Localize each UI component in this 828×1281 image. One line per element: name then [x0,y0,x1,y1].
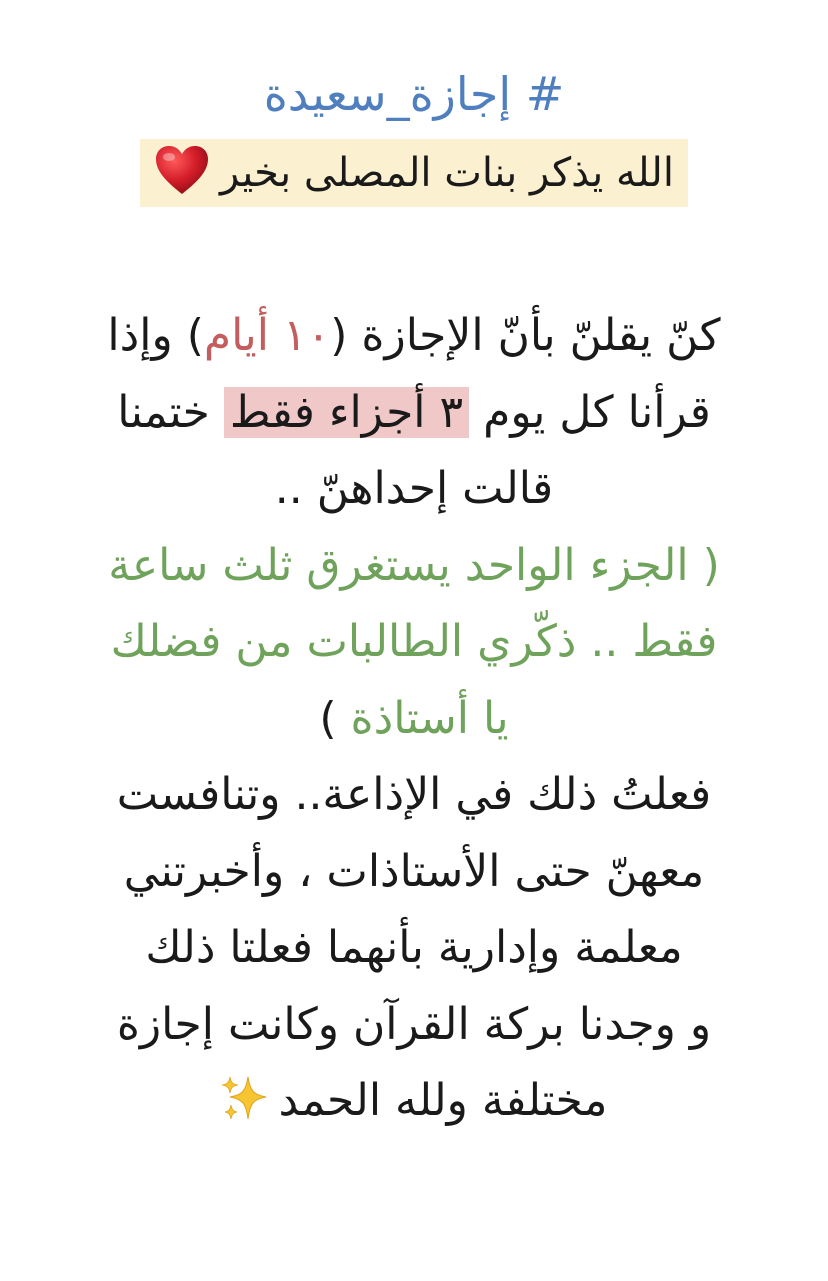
story-line-5: فقط .. ذكّري الطالبات من فضلك [110,616,718,667]
line-2-start: قرأنا كل يوم [483,386,711,438]
subtitle-text: الله يذكر بنات المصلى بخير [220,150,674,196]
story-line-8: معهنّ حتى الأستاذات ، وأخبرتني [123,845,705,897]
hashtag-title[interactable]: # إجازة_سعيدة [263,67,565,121]
story-line-3: قالت إحداهنّ .. [274,463,554,514]
line-1-start: كنّ يقلنّ بأنّ الإجازة ( [330,310,721,361]
line-2-end: ختمنا [117,386,210,438]
story-line-10: و وجدنا بركة القرآن وكانت إجازة [116,998,712,1050]
subtitle-highlight [140,139,688,207]
story-line-11 [60,1063,768,1140]
closing-paren: ) [319,692,337,744]
line-6-quote: يا أستاذة [350,692,509,744]
story-line-7: فعلتُ ذلك في الإذاعة.. وتنافست [116,769,712,820]
days-count: ١٠ أيام [203,310,331,361]
heart-icon [154,144,210,196]
parts-highlight: ٣ أجزاء فقط [224,387,469,438]
subtitle-container [0,139,828,207]
story-line-4: ( الجزء الواحد يستغرق ثلث ساعة [108,539,720,591]
line-11-text: مختلفة ولله الحمد [278,1075,608,1126]
story-line-9: معلمة وإدارية بأنهما فعلتا ذلك [145,922,683,973]
story-line-6 [60,681,768,758]
sparkles-icon [220,1073,270,1123]
line-1-end: ) وإذا [107,310,204,361]
story-line-1 [60,298,768,375]
story-line-2 [60,375,768,452]
story-paragraph [60,298,768,1140]
